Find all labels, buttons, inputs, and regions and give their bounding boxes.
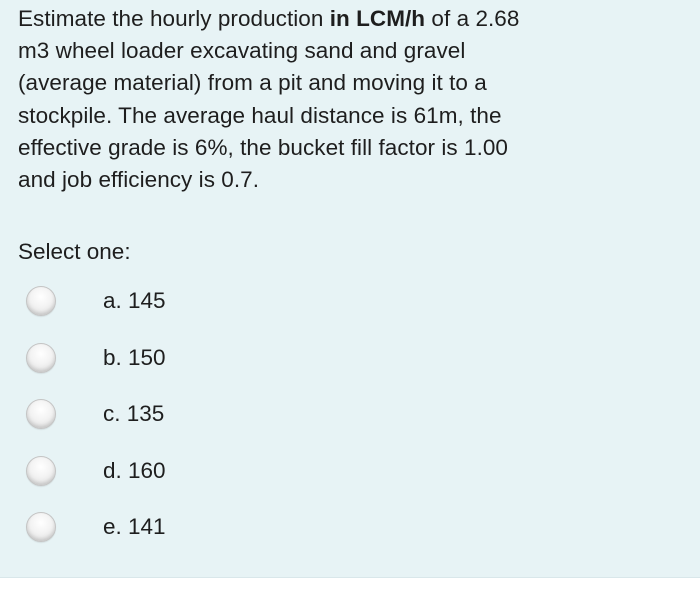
answer-option-label[interactable]: c. 135 (103, 401, 165, 426)
answer-option-label[interactable]: e. 141 (103, 514, 166, 539)
radio-button-icon[interactable] (26, 286, 56, 316)
answer-option-label[interactable]: b. 150 (103, 345, 166, 370)
question-bold-text: in LCM/h (329, 6, 426, 31)
radio-button-icon[interactable] (26, 512, 56, 542)
answer-option-b[interactable] (26, 343, 326, 377)
question-line-6: and job efficiency is 0.7. (18, 167, 260, 193)
answer-option-a[interactable] (26, 286, 326, 320)
question-line-2: m3 wheel loader excavating sand and gravel (18, 38, 466, 64)
radio-button-icon[interactable] (26, 399, 56, 429)
question-line-4: stockpile. The average haul distance is 61m, the (18, 102, 502, 128)
question-text-part: of a 2.68 (425, 6, 520, 31)
radio-button-icon[interactable] (26, 343, 56, 373)
answer-option-e[interactable] (26, 512, 326, 546)
answer-option-label[interactable]: a. 145 (103, 288, 166, 313)
question-line-1 (18, 3, 678, 35)
answer-option-label[interactable]: d. 160 (103, 458, 166, 483)
question-text (18, 3, 678, 196)
answer-option-c[interactable] (26, 399, 326, 433)
question-text-part: Estimate the hourly production (18, 6, 330, 31)
answer-option-d[interactable] (26, 456, 326, 490)
question-line-5: effective grade is 6%, the bucket fill factor is 1.00 (18, 134, 508, 160)
select-one-prompt: Select one: (18, 239, 131, 264)
radio-button-icon[interactable] (26, 456, 56, 486)
question-line-3: (average material) from a pit and moving it to a (18, 70, 487, 96)
